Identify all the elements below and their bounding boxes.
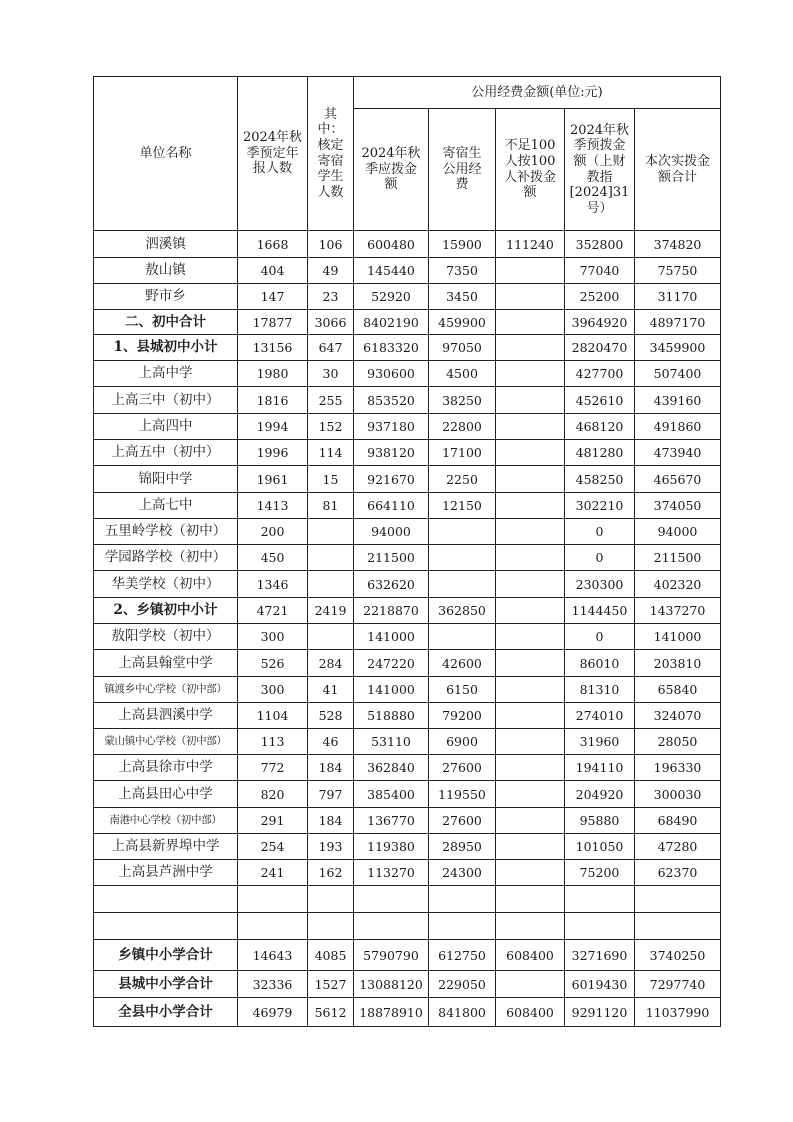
cell-reported-count: 113 (238, 729, 308, 755)
cell-actual-total: 28050 (635, 729, 721, 755)
cell-boarding-count (308, 886, 354, 913)
cell-pre-allocated: 302210 (565, 493, 635, 519)
cell-boarding-fee (429, 519, 496, 545)
table-row (94, 834, 721, 860)
cell-supplement (496, 650, 565, 677)
cell-boarding-fee (429, 886, 496, 913)
header-reported-count: 2024年秋 季预定年 报人数 (238, 77, 308, 231)
cell-should-allocate: 141000 (354, 624, 429, 650)
cell-boarding-fee: 79200 (429, 703, 496, 729)
cell-boarding-fee: 612750 (429, 940, 496, 971)
cell-actual-total: 3459900 (635, 335, 721, 361)
cell-boarding-count: 162 (308, 860, 354, 886)
cell-supplement (496, 284, 565, 310)
cell-boarding-fee: 362850 (429, 598, 496, 624)
cell-should-allocate: 211500 (354, 545, 429, 571)
cell-boarding-fee: 7350 (429, 258, 496, 284)
cell-boarding-fee: 24300 (429, 860, 496, 886)
cell-boarding-fee: 27600 (429, 808, 496, 834)
cell-boarding-count: 284 (308, 650, 354, 677)
table-row (94, 598, 721, 624)
cell-unit-name: 上高五中（初中） (94, 440, 238, 466)
cell-reported-count: 300 (238, 624, 308, 650)
cell-boarding-count: 1527 (308, 971, 354, 998)
cell-reported-count: 32336 (238, 971, 308, 998)
cell-supplement: 608400 (496, 940, 565, 971)
cell-supplement (496, 913, 565, 940)
cell-actual-total: 196330 (635, 755, 721, 781)
table-row (94, 624, 721, 650)
table-row (94, 703, 721, 729)
cell-boarding-count: 2419 (308, 598, 354, 624)
cell-supplement: 608400 (496, 998, 565, 1027)
cell-unit-name: 野市乡 (94, 284, 238, 310)
cell-should-allocate: 930600 (354, 361, 429, 387)
header-pre-allocated: 2024年秋 季预拨金 额（上财 教指 [2024]31 号） (565, 109, 635, 231)
cell-actual-total: 75750 (635, 258, 721, 284)
cell-should-allocate: 518880 (354, 703, 429, 729)
cell-supplement (496, 886, 565, 913)
cell-supplement (496, 729, 565, 755)
cell-actual-total: 203810 (635, 650, 721, 677)
cell-should-allocate: 113270 (354, 860, 429, 886)
cell-boarding-count: 193 (308, 834, 354, 860)
cell-boarding-fee: 17100 (429, 440, 496, 466)
cell-actual-total: 68490 (635, 808, 721, 834)
cell-unit-name: 上高县芦洲中学 (94, 860, 238, 886)
table-row (94, 677, 721, 703)
cell-reported-count: 450 (238, 545, 308, 571)
cell-pre-allocated: 31960 (565, 729, 635, 755)
header-boarding-fee: 寄宿生 公用经 费 (429, 109, 496, 231)
cell-supplement (496, 545, 565, 571)
cell-supplement (496, 677, 565, 703)
table-row (94, 860, 721, 886)
cell-reported-count: 1104 (238, 703, 308, 729)
cell-unit-name: 2、乡镇初中小计 (94, 598, 238, 624)
cell-boarding-count: 15 (308, 466, 354, 493)
cell-should-allocate: 8402190 (354, 310, 429, 335)
cell-boarding-fee: 12150 (429, 493, 496, 519)
cell-supplement (496, 310, 565, 335)
cell-pre-allocated: 452610 (565, 387, 635, 414)
cell-pre-allocated: 427700 (565, 361, 635, 387)
header-public-funds-group: 公用经费金额(单位:元) (354, 77, 721, 109)
table-row (94, 940, 721, 971)
cell-actual-total (635, 886, 721, 913)
table-row (94, 729, 721, 755)
cell-pre-allocated: 6019430 (565, 971, 635, 998)
cell-boarding-count: 184 (308, 755, 354, 781)
cell-pre-allocated: 9291120 (565, 998, 635, 1027)
cell-should-allocate (354, 913, 429, 940)
cell-pre-allocated: 81310 (565, 677, 635, 703)
cell-should-allocate: 145440 (354, 258, 429, 284)
cell-actual-total: 491860 (635, 414, 721, 440)
cell-pre-allocated: 101050 (565, 834, 635, 860)
cell-pre-allocated: 194110 (565, 755, 635, 781)
cell-boarding-count: 5612 (308, 998, 354, 1027)
cell-boarding-count: 3066 (308, 310, 354, 335)
cell-supplement (496, 781, 565, 808)
cell-reported-count: 404 (238, 258, 308, 284)
cell-boarding-fee: 459900 (429, 310, 496, 335)
cell-boarding-fee: 6150 (429, 677, 496, 703)
cell-unit-name: 上高七中 (94, 493, 238, 519)
cell-unit-name: 上高县翰堂中学 (94, 650, 238, 677)
cell-reported-count: 1816 (238, 387, 308, 414)
cell-should-allocate: 632620 (354, 571, 429, 598)
cell-actual-total: 11037990 (635, 998, 721, 1027)
cell-should-allocate: 6183320 (354, 335, 429, 361)
cell-actual-total: 141000 (635, 624, 721, 650)
table-row (94, 971, 721, 998)
cell-actual-total: 465670 (635, 466, 721, 493)
cell-actual-total: 374820 (635, 231, 721, 258)
cell-pre-allocated: 25200 (565, 284, 635, 310)
cell-boarding-fee: 841800 (429, 998, 496, 1027)
cell-reported-count: 1961 (238, 466, 308, 493)
header-should-allocate: 2024年秋 季应拨金 额 (354, 109, 429, 231)
cell-unit-name: 1、县城初中小计 (94, 335, 238, 361)
cell-reported-count: 772 (238, 755, 308, 781)
cell-unit-name: 华美学校（初中） (94, 571, 238, 598)
cell-reported-count: 241 (238, 860, 308, 886)
cell-boarding-fee (429, 571, 496, 598)
cell-pre-allocated: 0 (565, 545, 635, 571)
header-boarding-count: 其 中： 核定 寄宿 学生 人数 (308, 77, 354, 231)
cell-unit-name: 上高中学 (94, 361, 238, 387)
cell-pre-allocated: 77040 (565, 258, 635, 284)
cell-reported-count: 4721 (238, 598, 308, 624)
cell-pre-allocated: 86010 (565, 650, 635, 677)
cell-boarding-count (308, 571, 354, 598)
cell-should-allocate: 94000 (354, 519, 429, 545)
cell-supplement (496, 361, 565, 387)
cell-pre-allocated: 2820470 (565, 335, 635, 361)
cell-actual-total: 94000 (635, 519, 721, 545)
cell-pre-allocated: 352800 (565, 231, 635, 258)
cell-supplement (496, 466, 565, 493)
cell-unit-name: 上高县徐市中学 (94, 755, 238, 781)
table-row (94, 886, 721, 913)
cell-actual-total: 402320 (635, 571, 721, 598)
cell-boarding-count: 81 (308, 493, 354, 519)
cell-actual-total: 324070 (635, 703, 721, 729)
cell-supplement: 111240 (496, 231, 565, 258)
cell-supplement (496, 703, 565, 729)
cell-pre-allocated: 0 (565, 624, 635, 650)
header-actual-total: 本次实拨金 额合计 (635, 109, 721, 231)
cell-reported-count: 147 (238, 284, 308, 310)
table-row (94, 913, 721, 940)
cell-actual-total: 4897170 (635, 310, 721, 335)
cell-supplement (496, 414, 565, 440)
cell-actual-total: 211500 (635, 545, 721, 571)
cell-unit-name: 敖阳学校（初中） (94, 624, 238, 650)
table-row (94, 284, 721, 310)
cell-pre-allocated (565, 913, 635, 940)
cell-unit-name: 敖山镇 (94, 258, 238, 284)
cell-should-allocate: 13088120 (354, 971, 429, 998)
cell-supplement (496, 624, 565, 650)
cell-reported-count: 254 (238, 834, 308, 860)
table-row (94, 387, 721, 414)
cell-boarding-fee: 15900 (429, 231, 496, 258)
cell-boarding-fee: 27600 (429, 755, 496, 781)
cell-should-allocate: 385400 (354, 781, 429, 808)
cell-boarding-count: 41 (308, 677, 354, 703)
cell-boarding-count: 152 (308, 414, 354, 440)
cell-should-allocate: 600480 (354, 231, 429, 258)
cell-reported-count (238, 913, 308, 940)
cell-actual-total: 47280 (635, 834, 721, 860)
cell-should-allocate: 2218870 (354, 598, 429, 624)
cell-boarding-count: 114 (308, 440, 354, 466)
cell-unit-name: 蒙山镇中心学校（初中部） (94, 729, 238, 755)
cell-actual-total: 7297740 (635, 971, 721, 998)
cell-boarding-fee: 229050 (429, 971, 496, 998)
cell-should-allocate: 18878910 (354, 998, 429, 1027)
cell-supplement (496, 571, 565, 598)
cell-pre-allocated: 1144450 (565, 598, 635, 624)
table-row (94, 335, 721, 361)
table-row (94, 493, 721, 519)
cell-reported-count: 13156 (238, 335, 308, 361)
cell-boarding-fee: 2250 (429, 466, 496, 493)
cell-boarding-fee: 22800 (429, 414, 496, 440)
cell-unit-name: 镇渡乡中心学校（初中部） (94, 677, 238, 703)
cell-actual-total: 62370 (635, 860, 721, 886)
cell-actual-total: 300030 (635, 781, 721, 808)
cell-reported-count: 1994 (238, 414, 308, 440)
cell-unit-name (94, 886, 238, 913)
cell-actual-total: 439160 (635, 387, 721, 414)
cell-should-allocate: 136770 (354, 808, 429, 834)
cell-actual-total: 31170 (635, 284, 721, 310)
cell-boarding-fee: 119550 (429, 781, 496, 808)
cell-pre-allocated: 0 (565, 519, 635, 545)
header-unit-name: 单位名称 (94, 77, 238, 231)
cell-supplement (496, 493, 565, 519)
cell-unit-name (94, 913, 238, 940)
cell-pre-allocated: 3964920 (565, 310, 635, 335)
cell-supplement (496, 971, 565, 998)
table-body (94, 231, 721, 1027)
table-row (94, 231, 721, 258)
cell-pre-allocated (565, 886, 635, 913)
cell-boarding-fee: 38250 (429, 387, 496, 414)
cell-supplement (496, 440, 565, 466)
cell-should-allocate (354, 886, 429, 913)
cell-pre-allocated: 95880 (565, 808, 635, 834)
cell-unit-name: 二、初中合计 (94, 310, 238, 335)
cell-boarding-count: 4085 (308, 940, 354, 971)
cell-boarding-fee (429, 545, 496, 571)
cell-boarding-count (308, 519, 354, 545)
cell-reported-count: 17877 (238, 310, 308, 335)
cell-boarding-count: 106 (308, 231, 354, 258)
cell-reported-count: 1980 (238, 361, 308, 387)
cell-reported-count: 1413 (238, 493, 308, 519)
cell-boarding-fee (429, 913, 496, 940)
cell-pre-allocated: 3271690 (565, 940, 635, 971)
cell-boarding-count (308, 913, 354, 940)
table-row (94, 440, 721, 466)
cell-boarding-count: 647 (308, 335, 354, 361)
table-row (94, 755, 721, 781)
cell-pre-allocated: 481280 (565, 440, 635, 466)
cell-unit-name: 上高四中 (94, 414, 238, 440)
cell-boarding-fee: 97050 (429, 335, 496, 361)
table-row (94, 414, 721, 440)
cell-supplement (496, 808, 565, 834)
cell-reported-count: 200 (238, 519, 308, 545)
cell-supplement (496, 598, 565, 624)
cell-unit-name: 南港中心学校（初中部） (94, 808, 238, 834)
table-row (94, 519, 721, 545)
cell-supplement (496, 519, 565, 545)
cell-reported-count: 1996 (238, 440, 308, 466)
cell-boarding-count (308, 624, 354, 650)
table-row (94, 998, 721, 1027)
table-row (94, 258, 721, 284)
cell-pre-allocated: 204920 (565, 781, 635, 808)
cell-should-allocate: 52920 (354, 284, 429, 310)
cell-actual-total: 65840 (635, 677, 721, 703)
table-row (94, 310, 721, 335)
cell-boarding-count: 46 (308, 729, 354, 755)
cell-reported-count: 46979 (238, 998, 308, 1027)
cell-should-allocate: 853520 (354, 387, 429, 414)
cell-pre-allocated: 468120 (565, 414, 635, 440)
cell-unit-name: 学园路学校（初中） (94, 545, 238, 571)
cell-boarding-count: 49 (308, 258, 354, 284)
table-row (94, 361, 721, 387)
cell-unit-name: 上高县新界埠中学 (94, 834, 238, 860)
cell-boarding-count: 255 (308, 387, 354, 414)
cell-boarding-fee: 28950 (429, 834, 496, 860)
cell-boarding-count: 528 (308, 703, 354, 729)
cell-reported-count: 526 (238, 650, 308, 677)
allocation-table (93, 76, 721, 1027)
cell-supplement (496, 860, 565, 886)
cell-boarding-count: 184 (308, 808, 354, 834)
cell-supplement (496, 258, 565, 284)
cell-unit-name: 乡镇中小学合计 (94, 940, 238, 971)
cell-unit-name: 泗溪镇 (94, 231, 238, 258)
cell-supplement (496, 834, 565, 860)
table-row (94, 808, 721, 834)
cell-supplement (496, 755, 565, 781)
cell-should-allocate: 5790790 (354, 940, 429, 971)
table-row (94, 545, 721, 571)
cell-supplement (496, 335, 565, 361)
cell-unit-name: 县城中小学合计 (94, 971, 238, 998)
cell-reported-count: 820 (238, 781, 308, 808)
table-row (94, 650, 721, 677)
cell-should-allocate: 362840 (354, 755, 429, 781)
header-supplement: 不足100 人按100 人补拨金 额 (496, 109, 565, 231)
table-row (94, 571, 721, 598)
cell-unit-name: 上高县泗溪中学 (94, 703, 238, 729)
cell-reported-count: 14643 (238, 940, 308, 971)
cell-unit-name: 全县中小学合计 (94, 998, 238, 1027)
cell-should-allocate: 664110 (354, 493, 429, 519)
cell-actual-total: 507400 (635, 361, 721, 387)
cell-unit-name: 上高三中（初中） (94, 387, 238, 414)
cell-should-allocate: 119380 (354, 834, 429, 860)
cell-reported-count (238, 886, 308, 913)
cell-reported-count: 300 (238, 677, 308, 703)
cell-should-allocate: 247220 (354, 650, 429, 677)
cell-actual-total: 374050 (635, 493, 721, 519)
cell-pre-allocated: 230300 (565, 571, 635, 598)
cell-supplement (496, 387, 565, 414)
cell-unit-name: 上高县田心中学 (94, 781, 238, 808)
cell-unit-name: 五里岭学校（初中） (94, 519, 238, 545)
cell-pre-allocated: 75200 (565, 860, 635, 886)
cell-boarding-count (308, 545, 354, 571)
cell-boarding-fee (429, 624, 496, 650)
table-row (94, 466, 721, 493)
cell-boarding-fee: 6900 (429, 729, 496, 755)
cell-should-allocate: 938120 (354, 440, 429, 466)
cell-boarding-count: 797 (308, 781, 354, 808)
cell-actual-total: 473940 (635, 440, 721, 466)
cell-boarding-fee: 3450 (429, 284, 496, 310)
cell-should-allocate: 141000 (354, 677, 429, 703)
cell-reported-count: 1668 (238, 231, 308, 258)
cell-boarding-count: 30 (308, 361, 354, 387)
cell-boarding-fee: 42600 (429, 650, 496, 677)
cell-boarding-fee: 4500 (429, 361, 496, 387)
cell-should-allocate: 937180 (354, 414, 429, 440)
cell-actual-total: 1437270 (635, 598, 721, 624)
cell-pre-allocated: 274010 (565, 703, 635, 729)
cell-boarding-count: 23 (308, 284, 354, 310)
table-row (94, 781, 721, 808)
cell-reported-count: 1346 (238, 571, 308, 598)
cell-should-allocate: 921670 (354, 466, 429, 493)
cell-actual-total (635, 913, 721, 940)
cell-reported-count: 291 (238, 808, 308, 834)
cell-pre-allocated: 458250 (565, 466, 635, 493)
cell-actual-total: 3740250 (635, 940, 721, 971)
cell-should-allocate: 53110 (354, 729, 429, 755)
cell-unit-name: 锦阳中学 (94, 466, 238, 493)
